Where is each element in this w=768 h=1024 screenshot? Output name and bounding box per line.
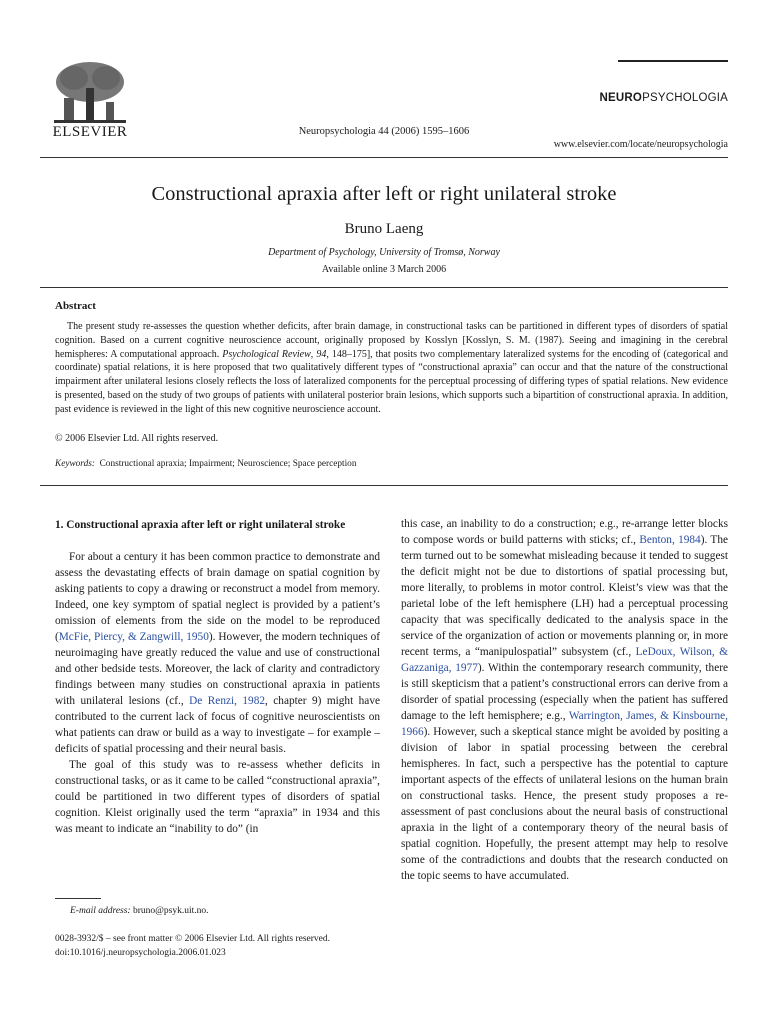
- available-online-date: Available online 3 March 2006: [321, 264, 447, 275]
- article-title: Constructional apraxia after left or right unilateral stroke: [151, 183, 617, 205]
- ref-link-warrington[interactable]: Warrington, James, & Kinsbourne, 1966: [401, 710, 729, 738]
- journal-citation: Neuropsychologia 44 (2006) 1595–1606: [298, 126, 470, 137]
- ref-link-ledoux[interactable]: LeDoux, Wilson, & Gazzaniga, 1977: [401, 646, 728, 674]
- abstract-text-1: The present study re-assesses the question whether deficits, after brain damage, in constructional tasks can be partitioned in different types of disorders of spatial cognition. Based on a current cognitive neuroscience account, originally proposed by Kosslyn [Kosslyn, S. M. (1987). Seeing and imagining in the cerebral hemispheres: A computational approach.: [55, 321, 728, 360]
- ref-link-benton[interactable]: Benton, 1984: [639, 534, 701, 546]
- section-paragraph-2-cont: this case, an inability to do a construction; e.g., re-arrange letter blocks to compose words or build patterns with sticks; cf., Benton, 1984). The term turned out to be somewhat misleading because it tended to suggest the deficit might not be due to distortions of spatial processing but, more literally, to problems in motor control. Kleist’s view was that the parietal lobe of the left hemisphere (LH) had a perceptual processing capacity that was specifically dedicated to the analysis space in the service of the organization of action or movements planning or, in more recent terms, a “manipulospatial” subsystem (cf., LeDoux, Wilson, & Gazzaniga, 1977). Within the contemporary research community, there is still skepticism that a patient’s constructional errors can derive from a disorder of spatial processing (especially when the patient has suffered damage to the left hemisphere; e.g., Warrington, James, & Kinsbourne, 1966). However, such a skeptical stance might be avoided by positing a division of labor in spatial processing between the cerebral hemispheres. In fact, such a perspective has the potential to capture important aspects of the effects of unilateral lesions on the human brain on constructional tasks. Hence, the present study proposes a re-assessment of past conclusions about the neural basis of constructional apraxia in the light of a contemporary theory of the neural basis of spatial cognition. Hopefully, the present attempt may help to resolve some of the contradictions and doubts that the research conducted on the topic seems to have accumulated.: [401, 518, 729, 882]
- author-name: Bruno Laeng: [344, 221, 424, 237]
- publisher-name: ELSEVIER: [52, 124, 128, 140]
- email-label: E-mail address:: [70, 906, 131, 916]
- keywords-list: Constructional apraxia; Impairment; Neuroscience; Space perception: [99, 459, 357, 469]
- footnote-email: [70, 906, 209, 916]
- right-column: [401, 516, 728, 884]
- abstract-heading: Abstract: [55, 300, 96, 312]
- doi-line[interactable]: doi:10.1016/j.neuropsychologia.2006.01.023: [55, 948, 226, 958]
- section-paragraph-1: For about a century it has been common practice to demonstrate and assess the devastating effects of brain damage on spatial cognition by asking patients to copy a drawing or reconstruct a model from memory. Indeed, one key symptom of spatial neglect is provided by a patient’s omission of elements from the side on the model to be reproduced (McFie, Piercy, & Zangwill, 1950). However, the modern techniques of neuroimaging have greatly reduced the value and use of constructional and other bedside tests. Moreover, the lack of clarity and contradictory findings between many studies on constructional apraxia in patients with unilateral lesions (cf., De Renzi, 1982, chapter 9) might have contributed to the current lack of focus of cognitive neuroscientists on what patients can draw or build as a way to investigate – for example – deficits of spatial processing and their neural basis.: [55, 551, 380, 755]
- section-paragraph-2: The goal of this study was to re-assess whether deficits in constructional tasks, or as it came to be called “constructional apraxia”, could be partitioned in two different types of disorders of spatial cognition. Kleist originally used the term “apraxia” in 1934 and this was meant to indicate an “inability to do” (in: [55, 759, 380, 835]
- footnote-rule: [55, 898, 101, 899]
- author-affiliation: Department of Psychology, University of Tromsø, Norway: [268, 247, 500, 258]
- front-matter-line: 0028-3932/$ – see front matter © 2006 Elsevier Ltd. All rights reserved.: [55, 934, 331, 944]
- elsevier-tree-logo: [50, 58, 130, 128]
- section-heading: 1. Constructional apraxia after left or right unilateral stroke: [55, 519, 346, 531]
- ref-link-mcfie[interactable]: McFie, Piercy, & Zangwill, 1950: [58, 631, 209, 643]
- keywords-label: Keywords:: [55, 459, 95, 469]
- abstract-volume-italic: 94: [316, 348, 327, 360]
- abstract-journal-italic: Psychological Review: [222, 348, 311, 360]
- ref-link-derenzi[interactable]: De Renzi, 1982: [189, 695, 265, 707]
- journal-name-bold: NEURO: [599, 92, 643, 104]
- abstract-top-divider: [40, 287, 728, 288]
- journal-url-link[interactable]: www.elsevier.com/locate/neuropsychologia: [553, 139, 728, 150]
- abstract-body: The present study re-assesses the question whether deficits, after brain damage, in constructional tasks can be partitioned in different types of disorders of spatial cognition. Based on a current cognitive neuroscience account, originally proposed by Kosslyn [Kosslyn, S. M. (1987). Seeing and imagining in the cerebral hemispheres: A computational approach. Psychological Review, 94, 148–175], that posits two complementary lateralized systems for the encoding of (categorical and coordinate) spatial relations, it is here proposed that two qualitatively different types of “constructional apraxia” can occur and that the nature of the constructional impairment after unilateral lesions closely reflects the loss of lateralized components for the perceptual processing of differing types of spatial relations. New evidence is presented, based on the study of two groups of patients with unilateral posterior brain lesions, which supports such a bipartition of constructional apraxia. In addition, past evidence is reviewed in the light of this new cognitive neuroscience account.: [55, 321, 729, 415]
- left-column: [55, 517, 380, 837]
- keywords-line: [55, 459, 356, 469]
- journal-name: [600, 92, 728, 104]
- header-accent-rule: [618, 60, 728, 62]
- abstract-copyright: © 2006 Elsevier Ltd. All rights reserved.: [55, 433, 219, 444]
- journal-name-rest: PSYCHOLOGIA: [642, 92, 728, 104]
- email-address[interactable]: bruno@psyk.uit.no.: [132, 906, 209, 916]
- abstract-text-2: , 148–175], that posits two complementary lateralized systems for the encoding of (categorical and coordinate) spatial relations, it is here proposed that two qualitatively different types of “constructional apraxia” can occur and that the nature of the constructional impairment after unilateral lesions closely reflects the loss of lateralized components for the perceptual processing of differing types of spatial relations. New evidence is presented, based on the study of two groups of patients with unilateral posterior brain lesions, which supports such a bipartition of constructional apraxia. In addition, past evidence is reviewed in the light of this new cognitive neuroscience account.: [55, 348, 729, 415]
- body-top-divider: [40, 485, 728, 486]
- header-divider: [40, 157, 728, 158]
